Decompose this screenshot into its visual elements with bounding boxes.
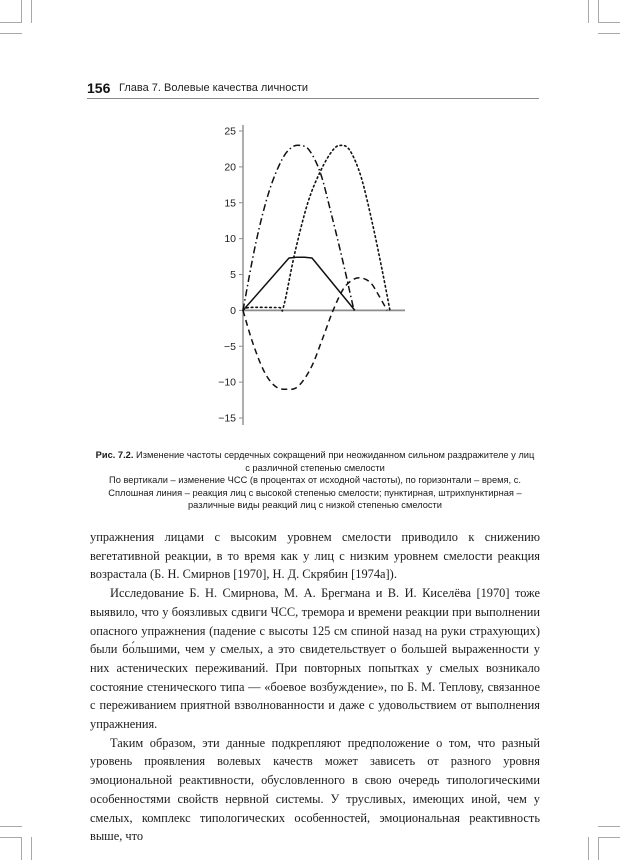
crop-mark <box>21 837 22 860</box>
crop-mark <box>31 837 32 860</box>
crop-mark <box>598 22 620 23</box>
crop-mark <box>0 837 22 838</box>
y-tick-label: 25 <box>224 125 236 138</box>
y-tick-label: 10 <box>224 233 236 246</box>
crop-mark <box>588 837 589 860</box>
series-line-dashdot <box>243 145 354 310</box>
y-tick-label: −10 <box>218 376 236 389</box>
crop-mark <box>0 826 22 827</box>
y-tick-label: 0 <box>230 304 236 317</box>
paragraph: Исследование Б. Н. Смирнова, М. А. Брегмана и В. И. Киселёва [1970] тоже выявило, что у боязливых сдвиги ЧСС, тремора и времени реакции при выполнении опасного упражнения (падение с высоты 125 см спиной назад на руки страхующих) были бо́льшими, чем у смелых, а это свидетельствует о большей выраженности у них астенических переживаний. При повторных попытках у смелых возникало состояние стенического типа — «боевое возбуждение», по Б. М. Теплову, связанное с переживанием приятной взволнованности и даже с удовольствием от выполнения упражнения. <box>90 586 540 732</box>
running-header <box>87 80 539 99</box>
figure-label: Рис. 7.2. <box>95 450 134 460</box>
heart-rate-chart <box>205 118 425 433</box>
figure-title: Изменение частоты сердечных сокращений при неожиданном сильном раздражителе у лиц с различной степенью смелости <box>136 450 535 473</box>
crop-mark <box>598 33 620 34</box>
paragraph: Таким образом, эти данные подкрепляют предположение о том, что разный уровень проявления волевых качеств может зависеть от разного уровня эмоциональной реактивности, обусловленного в свою очередь типологическими особенностями свойств нервной системы. У трусливых, имеющих иной, чем у смелых, комплекс типологических особенностей, эмоциональная реактивность выше, что <box>90 735 540 844</box>
crop-mark <box>588 0 589 23</box>
crop-mark <box>0 22 22 23</box>
crop-mark <box>598 837 620 838</box>
crop-mark <box>21 0 22 23</box>
series-line-dashed <box>243 278 387 390</box>
y-tick-label: 15 <box>224 197 236 210</box>
chapter-title: Глава 7. Волевые качества личности <box>119 82 309 94</box>
caption-title-line <box>95 449 535 474</box>
crop-mark <box>31 0 32 23</box>
paragraph: упражнения лицами с высоким уровнем смелости приводило к снижению вегетативной реакции, в то время как у лиц с низким уровнем смелости реакция возрастала (Б. Н. Смирнов [1970], Н. Д. Скрябин [1974а]). <box>90 530 540 582</box>
figure-note-lines: Сплошная линия – реакция лиц с высокой степенью смелости; пунктирная, штрихпунктирная – различные виды реакций лиц с низкой степенью смелости <box>108 487 522 511</box>
page-number: 156 <box>87 80 111 96</box>
y-tick-label: −15 <box>218 412 236 425</box>
figure-caption <box>95 449 535 512</box>
crop-mark <box>598 826 620 827</box>
crop-mark <box>598 837 599 860</box>
crop-mark <box>598 0 599 23</box>
figure-note-axes: По вертикали – изменение ЧСС (в процентах от исходной частоты), по горизонтали – время, с. <box>109 475 521 486</box>
body-text <box>90 528 540 846</box>
y-tick-label: 20 <box>224 161 236 174</box>
y-tick-label: 5 <box>230 269 236 282</box>
series-line-solid <box>243 257 355 310</box>
y-tick-label: −5 <box>224 340 236 353</box>
crop-mark <box>0 33 22 34</box>
